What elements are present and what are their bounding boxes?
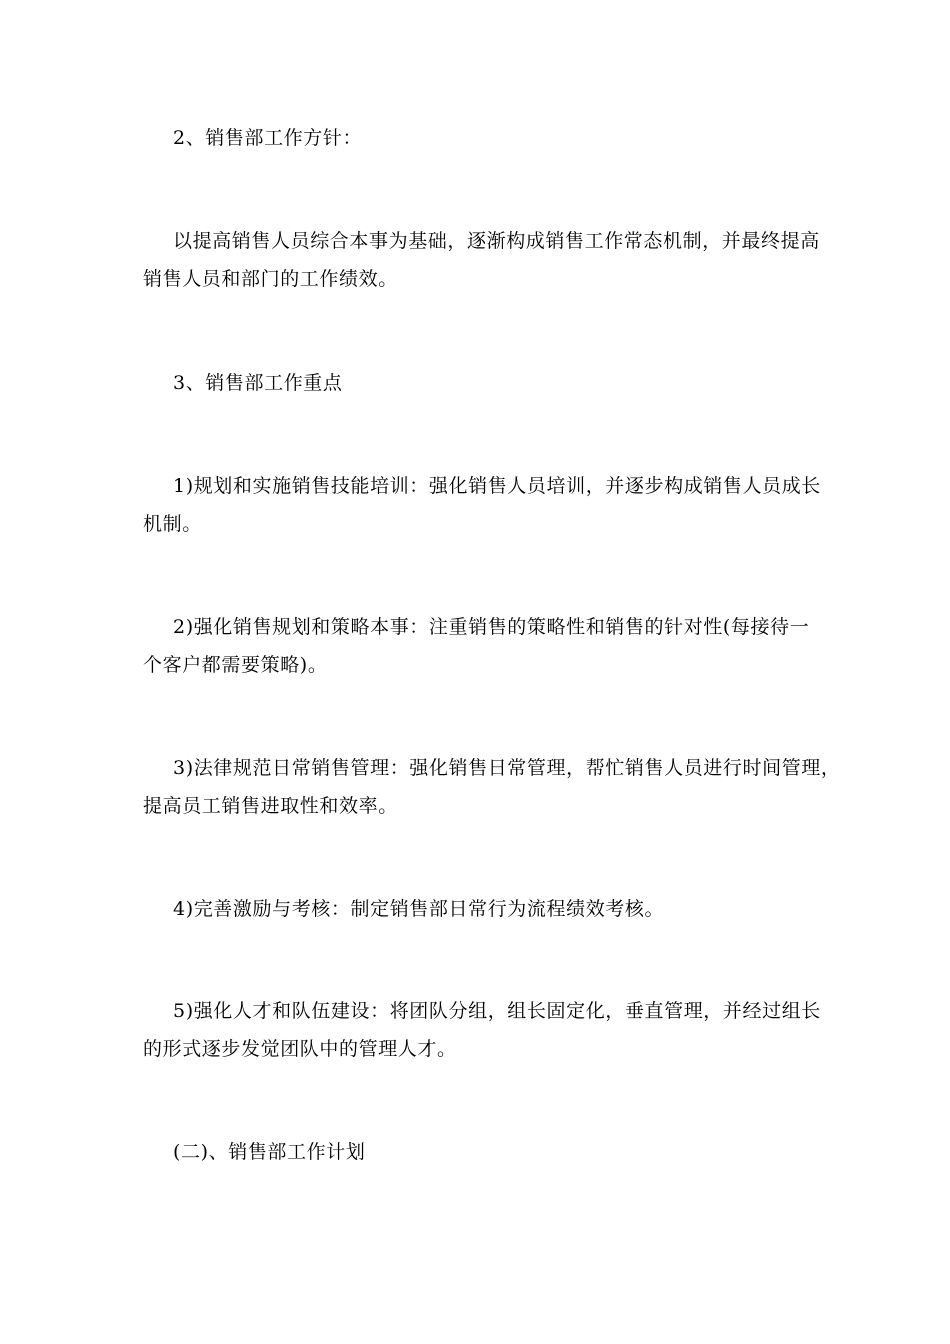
policy-paragraph-line-1: 以提高销售人员综合本事为基础，逐渐构成销售工作常态机制，并最终提高 [173,230,820,252]
focus-item-3-line-2: 提高员工销售进取性和效率。 [143,795,398,817]
focus-item-1-line-2: 机制。 [143,513,202,535]
focus-item-4-line-1: 4)完善激励与考核：制定销售部日常行为流程绩效考核。 [173,898,665,920]
focus-item-5-line-1: 5)强化人才和队伍建设：将团队分组，组长固定化，垂直管理，并经过组长 [173,1000,821,1022]
focus-item-1-line-1: 1)规划和实施销售技能培训：强化销售人员培训，并逐步构成销售人员成长 [173,475,821,497]
heading-work-policy: 2、销售部工作方针： [173,127,363,149]
focus-item-3-line-1: 3)法律规范日常销售管理：强化销售日常管理，帮忙销售人员进行时间管理， [173,757,841,779]
policy-paragraph-line-2: 销售人员和部门的工作绩效。 [143,268,398,290]
focus-item-2-line-1: 2)强化销售规划和策略本事：注重销售的策略性和销售的针对性(每接待一 [173,616,810,638]
focus-item-2-line-2: 个客户都需要策略)。 [143,654,328,676]
heading-work-focus: 3、销售部工作重点 [173,372,343,394]
focus-item-5-line-2: 的形式逐步发觉团队中的管理人才。 [143,1038,457,1060]
heading-work-plan: (二)、销售部工作计划 [173,1141,366,1163]
